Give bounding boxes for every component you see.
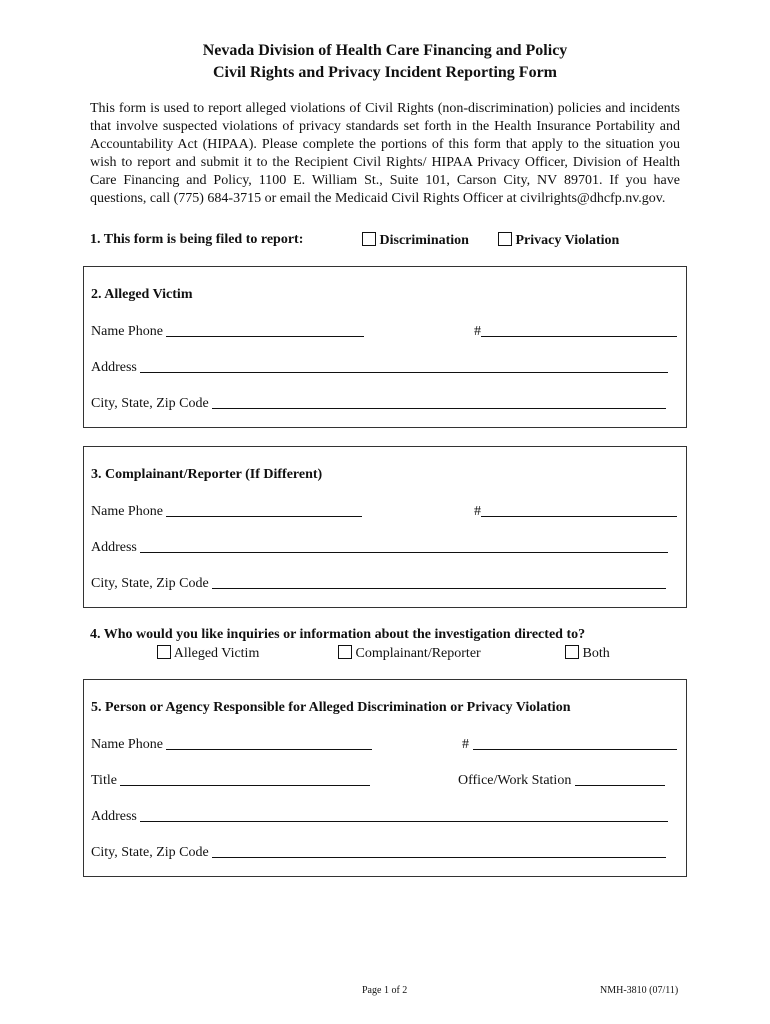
- complainant-section: [83, 446, 687, 608]
- form-title-line2: Civil Rights and Privacy Incident Reporting Form: [213, 64, 557, 81]
- address-label: Address: [91, 540, 137, 555]
- privacy-violation-checkbox[interactable]: [498, 232, 512, 246]
- complainant-reporter-checkbox[interactable]: [338, 645, 352, 659]
- both-checkbox[interactable]: [565, 645, 579, 659]
- q4-both-option[interactable]: [565, 645, 610, 662]
- victim-address-field[interactable]: [140, 358, 668, 373]
- city-state-zip-label: City, State, Zip Code: [91, 396, 209, 411]
- address-label: Address: [91, 360, 137, 375]
- form-number: NMH-3810 (07/11): [600, 985, 679, 996]
- complainant-name-phone-field[interactable]: [166, 502, 362, 517]
- complainant-city-field[interactable]: [212, 574, 666, 589]
- city-state-zip-label: City, State, Zip Code: [91, 845, 209, 860]
- responsible-title-row: [91, 771, 370, 789]
- complainant-city-row: [91, 574, 666, 592]
- discrimination-label: Discrimination: [379, 233, 469, 248]
- privacy-violation-label: Privacy Violation: [515, 233, 620, 248]
- responsible-city-row: [91, 843, 666, 861]
- title-label: Title: [91, 773, 117, 788]
- alleged-victim-label: Alleged Victim: [173, 646, 260, 661]
- name-phone-label: Name Phone: [91, 324, 163, 339]
- responsible-party-section: [83, 679, 687, 877]
- victim-phone-field[interactable]: [481, 322, 677, 337]
- alleged-victim-section: [83, 266, 687, 428]
- discrimination-checkbox[interactable]: [362, 232, 376, 246]
- complainant-phone-field[interactable]: [481, 502, 677, 517]
- page-number: Page 1 of 2: [362, 985, 408, 996]
- office-work-station-row: [458, 771, 665, 789]
- complainant-phone-number-row: [474, 502, 677, 520]
- city-state-zip-label: City, State, Zip Code: [91, 576, 209, 591]
- complainant-address-field[interactable]: [140, 538, 668, 553]
- q1-discrimination-option[interactable]: [362, 232, 469, 249]
- section-title: 2. Alleged Victim: [91, 287, 193, 302]
- hash-label: #: [474, 504, 481, 519]
- complainant-name-phone-row: [91, 502, 362, 520]
- section-title: 5. Person or Agency Responsible for Alleged Discrimination or Privacy Violation: [91, 700, 571, 715]
- name-phone-label: Name Phone: [91, 737, 163, 752]
- office-work-station-label: Office/Work Station: [458, 773, 572, 788]
- q4-victim-option[interactable]: [157, 645, 259, 662]
- responsible-address-field[interactable]: [140, 807, 668, 822]
- responsible-phone-number-row: [462, 735, 677, 753]
- form-title-line1: Nevada Division of Health Care Financing and Policy: [202, 42, 568, 59]
- responsible-name-phone-field[interactable]: [166, 735, 372, 750]
- victim-name-phone-row: [91, 322, 364, 340]
- both-label: Both: [582, 646, 610, 661]
- office-work-station-field[interactable]: [575, 771, 665, 786]
- victim-city-field[interactable]: [212, 394, 666, 409]
- responsible-address-row: [91, 807, 668, 825]
- responsible-city-field[interactable]: [212, 843, 666, 858]
- responsible-title-field[interactable]: [120, 771, 370, 786]
- intro-paragraph: This form is used to report alleged violations of Civil Rights (non-discrimination) policies and incidents that involve suspected violations of privacy standards set forth in the Health Insurance Portability and Accountability Act (HIPAA). Please complete the portions of this form that apply to the situation you wish to report and submit it to the Recipient Civil Rights/ HIPAA Privacy Officer, Division of Health Care Financing and Policy, 1100 E. William St., Suite 101, Carson City, NV 89701. If you have questions, call (775) 684-3715 or email the Medicaid Civil Rights Officer at civilrights@dhcfp.nv.gov.: [90, 101, 680, 206]
- name-phone-label: Name Phone: [91, 504, 163, 519]
- address-label: Address: [91, 809, 137, 824]
- hash-label: #: [462, 737, 469, 752]
- responsible-phone-field[interactable]: [473, 735, 677, 750]
- q1-label: 1. This form is being filed to report:: [90, 232, 304, 247]
- victim-address-row: [91, 358, 668, 376]
- victim-city-row: [91, 394, 666, 412]
- hash-label: #: [474, 324, 481, 339]
- complainant-address-row: [91, 538, 668, 556]
- responsible-name-phone-row: [91, 735, 372, 753]
- alleged-victim-checkbox[interactable]: [157, 645, 171, 659]
- victim-phone-number-row: [474, 322, 677, 340]
- complainant-reporter-label: Complainant/Reporter: [355, 646, 481, 661]
- section-title: 3. Complainant/Reporter (If Different): [91, 467, 323, 482]
- q4-label: 4. Who would you like inquiries or information about the investigation directed to?: [90, 627, 586, 642]
- victim-name-phone-field[interactable]: [166, 322, 364, 337]
- q4-complainant-option[interactable]: [338, 645, 481, 662]
- q1-privacy-option[interactable]: [498, 232, 619, 249]
